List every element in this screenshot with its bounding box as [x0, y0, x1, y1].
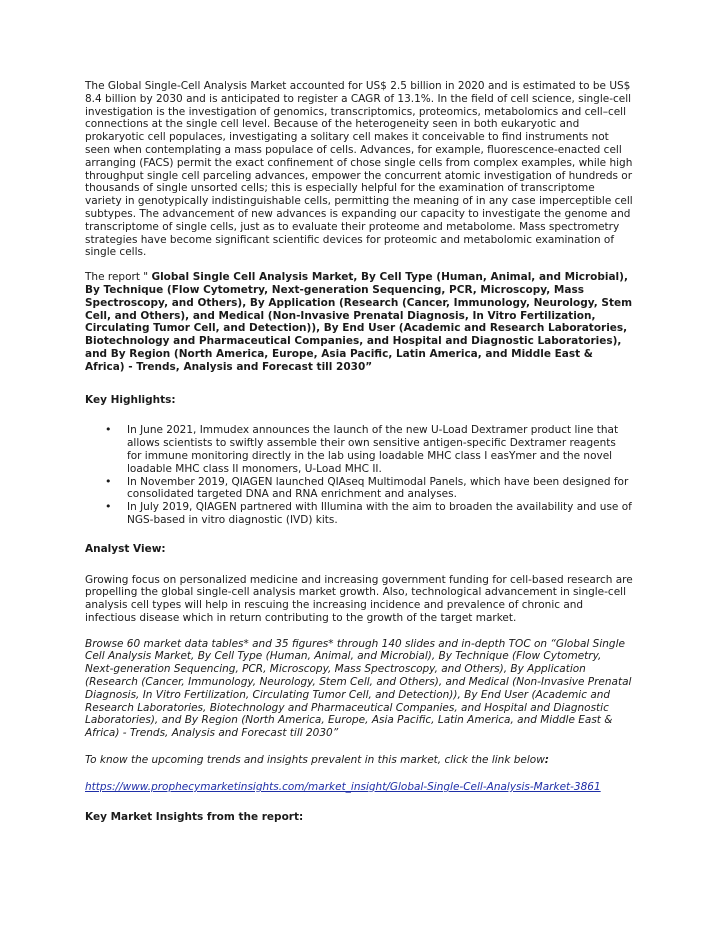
report-title: Global Single Cell Analysis Market, By Cell Type (Human, Animal, and Microbial), By Technique (Flow Cytometry, Next-generation Sequencing, PCR, Microscopy, Mass Spectroscopy, and Others), By Application (Research (Cancer, Immunology, Neurology, Stem Cell, and Others), and Medical (Non-Invasive Prenatal Diagnosis, In Vitro Fertilization, Circulating Tumor Cell, and Detection)), By End User (Academic and Research Laboratories, Biotechnology and Pharmaceutical Companies, and Hospital and Diagnostic Laboratories), and By Region (North America, Europe, Asia Pacific, Latin America, and Middle East & Africa) - Trends, Analysis and Forecast till 2030” — [85, 271, 633, 373]
know-more-colon: : — [544, 754, 549, 767]
document-body — [85, 80, 633, 823]
analyst-view-paragraph: Growing focus on personalized medicine and increasing government funding for cell-based research are propelling the global single-cell analysis market growth. Also, technological advancement in single-cell analysis cell types will help in rescuing the increasing incidence and prevalence of chronic and infectious disease which in return contributing to the growth of the target market. — [85, 573, 633, 624]
bullet-icon: • — [105, 423, 112, 437]
key-highlights-heading: Key Highlights: — [85, 393, 176, 406]
key-highlights-list — [85, 424, 633, 526]
report-title-paragraph — [85, 271, 633, 373]
list-item — [105, 500, 633, 527]
know-more-text: To know the upcoming trends and insights prevalent in this market, click the link below — [85, 754, 545, 767]
report-prefix: The report " — [85, 271, 152, 284]
list-item — [105, 474, 633, 502]
list-item-text: In June 2021, Immudex announces the launch of the new U-Load Dextramer product line that allows scientists to swiftly assemble their own sensitive antigen-specific Dextramer reagents for immune monitoring directly in the lab using loadable MHC class I easYmer and the novel loadable MHC class II monomers, U-Load MHC II. — [127, 424, 619, 475]
list-item — [105, 423, 633, 475]
report-link[interactable]: https://www.prophecymarketinsights.com/market_insight/Global-Single-Cell-Analysis-Market-3861 — [85, 780, 601, 793]
list-item-text: In July 2019, QIAGEN partnered with Illumina with the aim to broaden the availability and use of NGS-based in vitro diagnostic (IVD) kits. — [127, 501, 632, 526]
analyst-view-heading: Analyst View: — [85, 542, 166, 555]
intro-paragraph: The Global Single-Cell Analysis Market accounted for US$ 2.5 billion in 2020 and is estimated to be US$ 8.4 billion by 2030 and is anticipated to register a CAGR of 13.1%. In the field of cell science, single-cell investigation is the investigation of genomics, transcriptomics, proteomics, metabolomics and cell–cell connections at the single cell level. Because of the heterogeneity seen in both eukaryotic and prokaryotic cell populaces, investigating a solitary cell makes it conceivable to find instruments not seen when contemplating a mass populace of cells. Advances, for example, fluorescence-enacted cell arranging (FACS) permit the exact confinement of chose single cells from complex examples, while high throughput single cell parceling advances, empower the concurrent atomic investigation of hundreds or thousands of single unsorted cells; this is especially helpful for the examination of transcriptome variety in genotypically indistinguishable cells, permitting the meaning of in any case imperceptible cell subtypes. The advancement of new advances is expanding our capacity to investigate the genome and transcriptome of single cells, just as to evaluate their proteome and metabolome. Mass spectrometry strategies have become significant scientific devices for proteomic and metabolomic examination of single cells. — [85, 80, 633, 259]
know-more-paragraph — [85, 754, 633, 767]
list-item-text: In November 2019, QIAGEN launched QIAseq Multimodal Panels, which have been designed for consolidated targeted DNA and RNA enrichment and analyses. — [127, 475, 629, 501]
key-insights-heading: Key Market Insights from the report: — [85, 810, 304, 823]
bullet-icon: • — [105, 474, 112, 488]
bullet-icon: • — [105, 500, 112, 514]
browse-paragraph: Browse 60 market data tables* and 35 figures* through 140 slides and in-depth TOC on “Global Single Cell Analysis Market, By Cell Type (Human, Animal, and Microbial), By Technique (Flow Cytometry, Next-generation Sequencing, PCR, Microscopy, Mass Spectroscopy, and Others), By Application (Research (Cancer, Immunology, Neurology, Stem Cell, and Others), and Medical (Non-Invasive Prenatal Diagnosis, In Vitro Fertilization, Circulating Tumor Cell, and Detection)), By End User (Academic and Research Laboratories, Biotechnology and Pharmaceutical Companies, and Hospital and Diagnostic Laboratories), and By Region (North America, Europe, Asia Pacific, Latin America, and Middle East & Africa) - Trends, Analysis and Forecast till 2030” — [85, 637, 632, 740]
